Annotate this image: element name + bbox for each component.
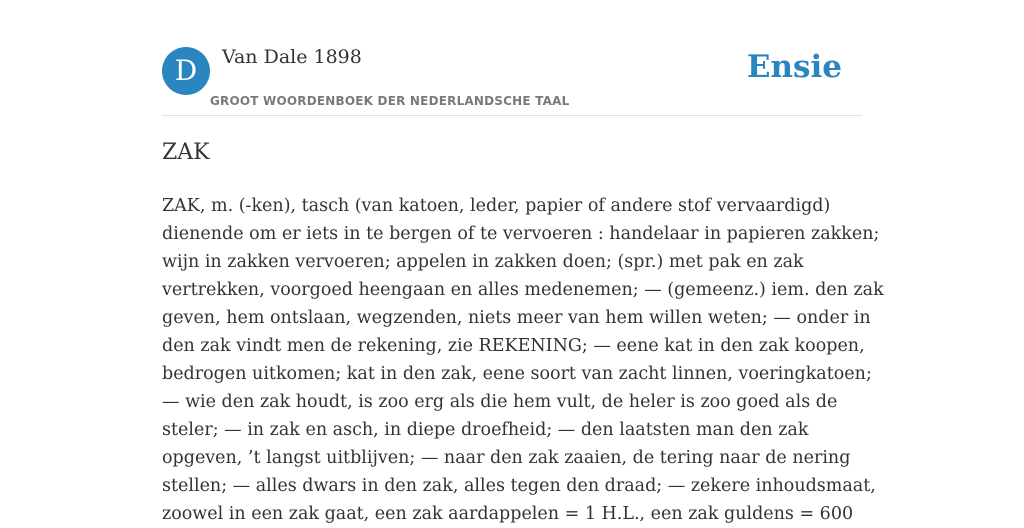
dictionary-subtitle: GROOT WOORDENBOEK DER NEDERLANDSCHE TAAL (210, 94, 570, 108)
definition-line: vertrekken, voorgoed heengaan en alles medenemen; — (gemeenz.) iem. den zak (162, 280, 884, 300)
entry-definition (162, 192, 884, 528)
definition-line: stellen; — alles dwars in den zak, alles tegen den draad; — zekere inhoudsmaat, (162, 476, 876, 496)
definition-line: ZAK, m. (-ken), tasch (van katoen, leder, papier of andere stof vervaardigd) (162, 196, 831, 216)
dictionary-name[interactable]: Van Dale 1898 (222, 46, 362, 68)
definition-line: den zak vindt men de rekening, zie REKENING; — eene kat in den zak koopen, (162, 336, 865, 356)
definition-line: dienende om er iets in te bergen of te vervoeren : handelaar in papieren zakken; (162, 224, 880, 244)
definition-line: steler; — in zak en asch, in diepe droefheid; — den laatsten man den zak (162, 420, 809, 440)
dictionary-header (162, 46, 862, 116)
definition-line: — wie den zak houdt, is zoo erg als die hem vult, de heler is zoo goed als de (162, 392, 838, 412)
dictionary-logo[interactable]: D (162, 47, 210, 95)
ensie-brand-link[interactable]: Ensie (746, 49, 842, 85)
entry-headword: ZAK (162, 140, 210, 165)
definition-line: geven, hem ontslaan, wegzenden, niets meer van hem willen weten; — onder in (162, 308, 871, 328)
definition-line: wijn in zakken vervoeren; appelen in zakken doen; (spr.) met pak en zak (162, 252, 804, 272)
definition-line: opgeven, ’t langst uitblijven; — naar den zak zaaien, de tering naar de nering (162, 448, 851, 468)
definition-line: zoowel in een zak gaat, een zak aardappelen = 1 H.L., een zak guldens = 600 (162, 504, 854, 524)
definition-line: bedrogen uitkomen; kat in den zak, eene soort van zacht linnen, voeringkatoen; (162, 364, 872, 384)
